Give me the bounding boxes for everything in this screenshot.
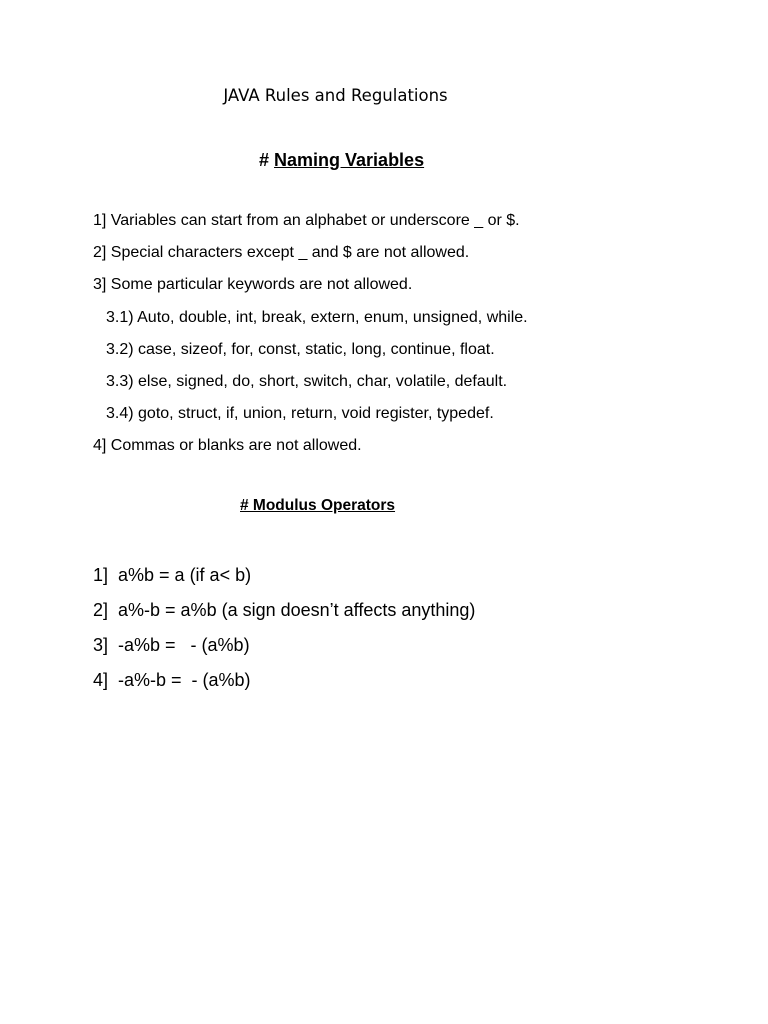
keyword-sub-rule: 3.1) Auto, double, int, break, extern, enum, unsigned, while.	[106, 309, 528, 326]
keyword-sub-rule: 3.2) case, sizeof, for, const, static, long, continue, float.	[106, 341, 495, 358]
heading-text: Naming Variables	[274, 150, 425, 170]
document-title: JAVA Rules and Regulations	[223, 86, 448, 105]
modulus-rule: 1] a%b = a (if a< b)	[93, 565, 252, 585]
naming-rule: 2] Special characters except _ and $ are not allowed.	[93, 244, 470, 261]
naming-rule: 4] Commas or blanks are not allowed.	[93, 437, 362, 454]
heading-text: # Modulus Operators	[240, 497, 396, 514]
section-heading-modulus-operators	[240, 497, 395, 515]
keyword-sub-rule: 3.3) else, signed, do, short, switch, char, volatile, default.	[106, 373, 508, 390]
heading-hash: #	[259, 150, 275, 170]
modulus-rule: 3] -a%b = - (a%b)	[93, 635, 250, 655]
naming-rule: 1] Variables can start from an alphabet or underscore _ or $.	[93, 212, 520, 229]
modulus-rule: 2] a%-b = a%b (a sign doesn’t affects anything)	[93, 600, 476, 620]
section-heading-naming-variables	[259, 150, 424, 171]
keyword-sub-rule: 3.4) goto, struct, if, union, return, void register, typedef.	[106, 405, 494, 422]
modulus-rule: 4] -a%-b = - (a%b)	[93, 670, 251, 690]
naming-rule: 3] Some particular keywords are not allowed.	[93, 276, 413, 293]
